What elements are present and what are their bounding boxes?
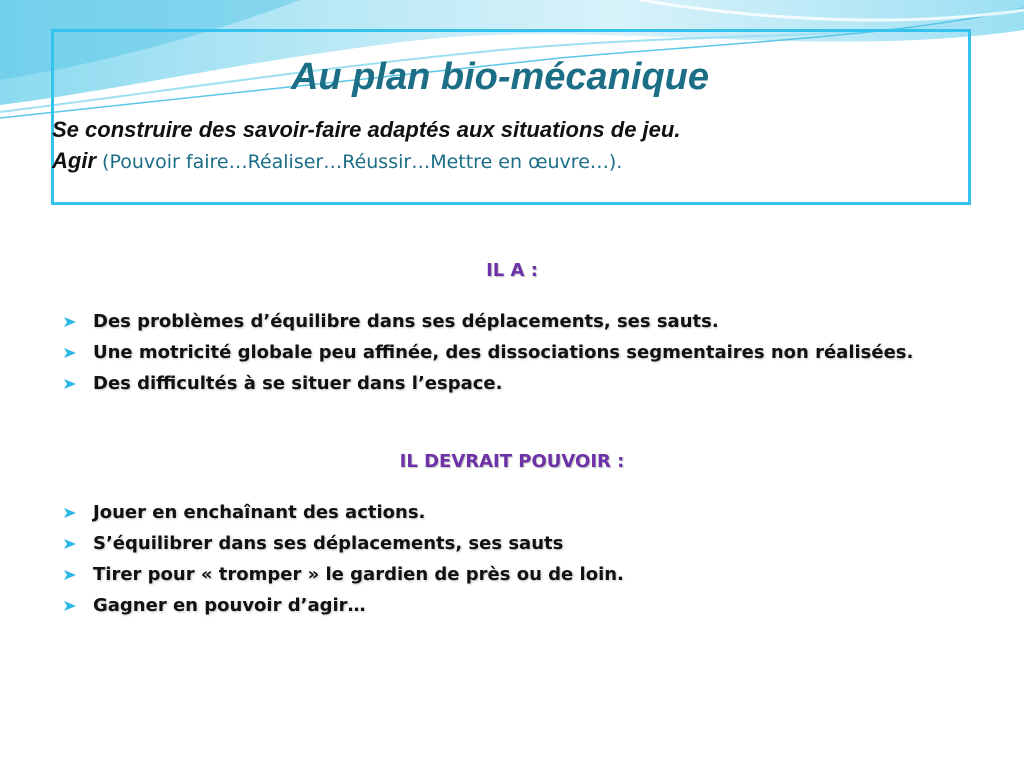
- list-item: [60, 310, 960, 334]
- list-item: [60, 532, 960, 556]
- arrow-bullet-icon: [63, 378, 77, 390]
- slide-subtitle: Se construire des savoir-faire adaptés aux situations de jeu.: [52, 117, 681, 142]
- section-a-list: [60, 310, 960, 403]
- list-item: [60, 341, 960, 365]
- arrow-bullet-icon: [63, 600, 77, 612]
- list-item-text: S’équilibrer dans ses déplacements, ses sauts: [93, 533, 564, 554]
- section-b-list: [60, 501, 960, 625]
- list-item-text: Des difficultés à se situer dans l’espace.: [93, 373, 503, 394]
- list-item-text: Tirer pour « tromper » le gardien de près ou de loin.: [93, 564, 624, 585]
- list-item: [60, 563, 960, 587]
- list-item: [60, 594, 960, 618]
- section-b-heading: IL DEVRAIT POUVOIR :: [399, 451, 625, 472]
- list-item-text: Une motricité globale peu affinée, des dissociations segmentaires non réalisées.: [93, 342, 914, 363]
- list-item: [60, 372, 960, 396]
- arrow-bullet-icon: [63, 347, 77, 359]
- list-item: [60, 501, 960, 525]
- agir-detail: (Pouvoir faire…Réaliser…Réussir…Mettre en œuvre…).: [96, 151, 623, 173]
- arrow-bullet-icon: [63, 507, 77, 519]
- list-item-text: Jouer en enchaînant des actions.: [93, 502, 426, 523]
- arrow-bullet-icon: [63, 316, 77, 328]
- section-a-heading: IL A :: [486, 260, 538, 281]
- agir-word: Agir: [52, 148, 96, 173]
- arrow-bullet-icon: [63, 569, 77, 581]
- slide-title: Au plan bio-mécanique: [290, 56, 710, 98]
- list-item-text: Des problèmes d’équilibre dans ses déplacements, ses sauts.: [93, 311, 719, 332]
- arrow-bullet-icon: [63, 538, 77, 550]
- list-item-text: Gagner en pouvoir d’agir…: [93, 595, 366, 616]
- agir-line: [52, 148, 622, 174]
